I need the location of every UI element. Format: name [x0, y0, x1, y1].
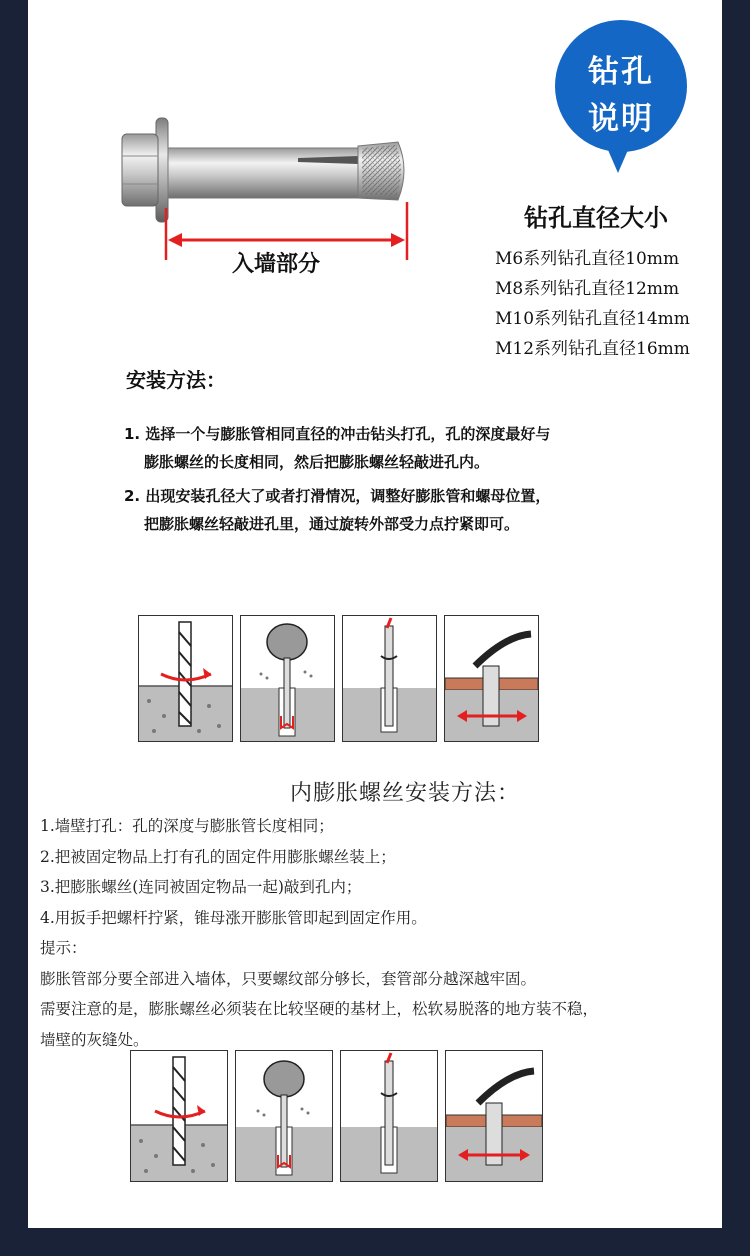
drill-size-title: 钻孔直径大小: [524, 204, 668, 232]
inner-install-line: 2.把被固定物品上打有孔的固定件用膨胀螺丝装上；: [40, 847, 396, 866]
page: [28, 0, 722, 1228]
drill-hole-diagram: [130, 1050, 228, 1182]
tip-label: 提示：: [40, 939, 87, 957]
hammer-insert-diagram: [240, 615, 335, 742]
inner-install-notes: [40, 811, 720, 1055]
hammer-insert-diagram: [235, 1050, 333, 1182]
inner-install-line: 1.墙壁打孔：孔的深度与膨胀管长度相同；: [40, 817, 334, 835]
drill-size-item: M8系列钻孔直径12mm: [495, 279, 680, 299]
install-step2-line2: 把膨胀螺丝轻敲进孔里，通过旋转外部受力点拧紧即可。: [144, 515, 520, 533]
install-step2-line1: 2. 出现安装孔径大了或者打滑情况，调整好膨胀管和螺母位置，: [124, 487, 551, 505]
tip-line: 膨胀管部分要全部进入墙体，只要螺纹部分够长，套管部分越深越牢固。: [40, 969, 537, 988]
badge-line2: 说明: [588, 101, 654, 137]
drill-size-list: [495, 244, 690, 364]
wrench-fix-diagram: [445, 1050, 543, 1182]
drill-size-item: M6系列钻孔直径10mm: [495, 249, 680, 269]
drill-size-item: M12系列钻孔直径16mm: [495, 339, 690, 359]
inner-install-title: 内膨胀螺丝安装方法：: [290, 781, 521, 806]
wrench-fix-diagram: [444, 615, 539, 742]
tip-line: 墙壁的灰缝处。: [40, 1030, 149, 1049]
inner-install-line: 4.用扳手把螺杆拧紧，锥母涨开膨胀管即起到固定作用。: [40, 908, 427, 927]
install-step1-line2: 膨胀螺丝的长度相同，然后把膨胀螺丝轻敲进孔内。: [144, 453, 490, 471]
drilling-info-badge: [555, 20, 687, 152]
badge-tail-icon: [605, 143, 631, 173]
tip-line: 需要注意的是，膨胀螺丝必须装在比较坚硬的基材上，松软易脱落的地方装不稳，: [40, 1000, 599, 1018]
drill-size-item: M10系列钻孔直径14mm: [495, 309, 690, 329]
tighten-anchor-diagram: [340, 1050, 438, 1182]
bolt-dimension-label: 入墙部分: [232, 252, 321, 277]
tighten-anchor-diagram: [342, 615, 437, 742]
install-method-title: 安装方法：: [126, 368, 226, 392]
install-step1-line1: 1. 选择一个与膨胀管相同直径的冲击钻头打孔，孔的深度最好与: [124, 425, 551, 443]
install-steps: [124, 420, 684, 538]
inner-install-line: 3.把膨胀螺丝(连同被固定物品一起)敲到孔内；: [40, 878, 362, 896]
drill-hole-diagram: [138, 615, 233, 742]
badge-line1: 钻孔: [588, 54, 654, 90]
